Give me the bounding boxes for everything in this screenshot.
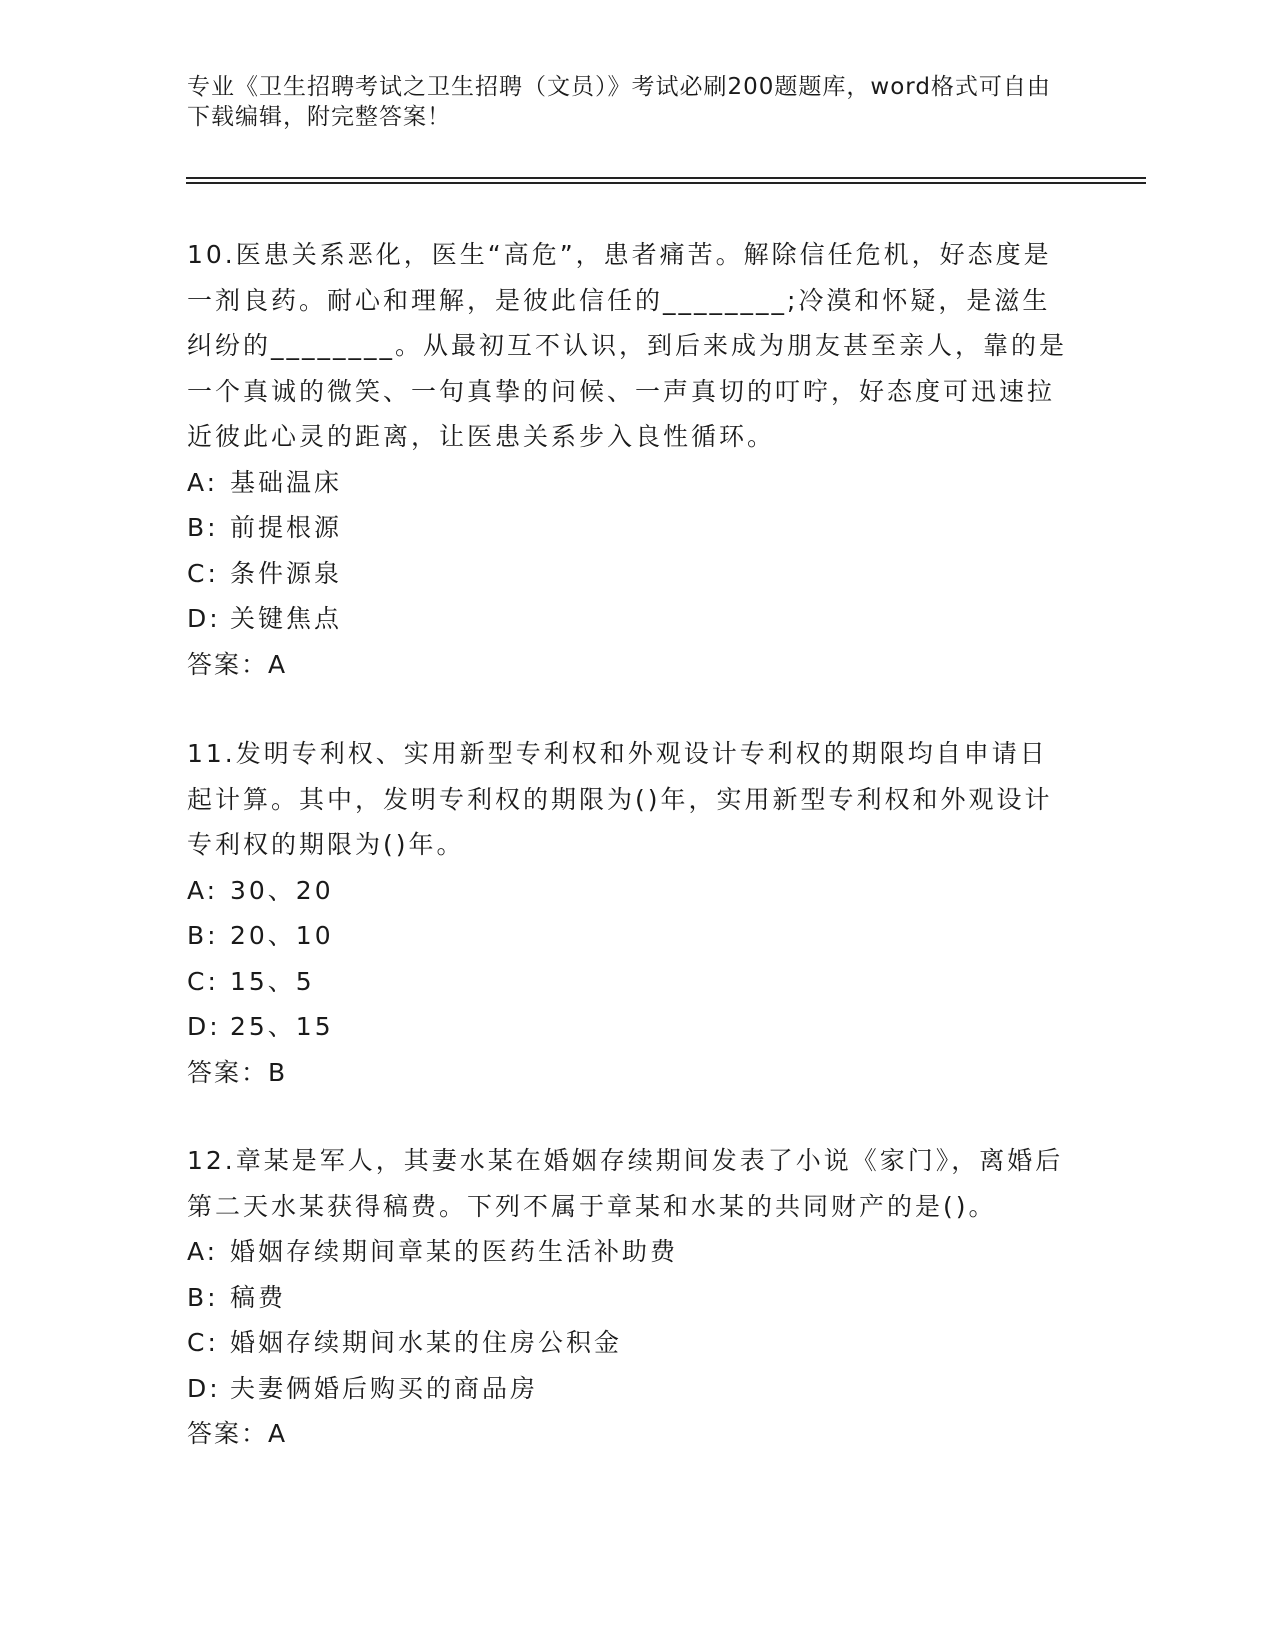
option-text: 婚姻存续期间水某的住房公积金 bbox=[230, 1328, 623, 1357]
option-text: 25、15 bbox=[230, 1012, 334, 1041]
option-text: 15、5 bbox=[230, 966, 315, 996]
option-text: 关键焦点 bbox=[230, 604, 343, 633]
option-text: 稿费 bbox=[230, 1282, 287, 1312]
option-key: B: bbox=[187, 921, 219, 950]
option-b bbox=[187, 913, 1067, 959]
answer-line: 答案：B bbox=[187, 1057, 288, 1087]
answer-line: 答案：A bbox=[187, 1419, 288, 1448]
option-b bbox=[187, 1275, 1067, 1321]
answer-line: 答案：A bbox=[187, 649, 288, 679]
option-b bbox=[187, 505, 1067, 551]
option-a bbox=[187, 868, 1067, 914]
option-key: D: bbox=[187, 1012, 221, 1041]
question-10 bbox=[187, 232, 1067, 687]
option-key: A: bbox=[187, 1237, 219, 1266]
option-text: 前提根源 bbox=[230, 513, 343, 542]
option-text: 30、20 bbox=[230, 875, 334, 905]
option-c bbox=[187, 551, 1067, 597]
option-text: 20、10 bbox=[230, 921, 334, 950]
option-c bbox=[187, 959, 1067, 1005]
option-a bbox=[187, 1229, 1067, 1275]
question-11 bbox=[187, 731, 1067, 1095]
option-a bbox=[187, 460, 1067, 506]
option-d bbox=[187, 596, 1067, 642]
option-key: A: bbox=[187, 467, 219, 497]
question-stem: 12.章某是军人，其妻水某在婚姻存续期间发表了小说《家门》，离婚后第二天水某获得稿费。下列不属于章某和水某的共同财产的是()。 bbox=[187, 1146, 1064, 1221]
option-key: D: bbox=[187, 604, 221, 633]
option-text: 夫妻俩婚后购买的商品房 bbox=[230, 1373, 539, 1403]
option-text: 婚姻存续期间章某的医药生活补助费 bbox=[230, 1237, 679, 1266]
option-key: C: bbox=[187, 558, 219, 588]
option-d bbox=[187, 1366, 1067, 1412]
header-divider-top bbox=[186, 177, 1146, 179]
option-d bbox=[187, 1004, 1067, 1050]
option-c bbox=[187, 1320, 1067, 1366]
option-text: 基础温床 bbox=[230, 467, 343, 497]
header-divider-bottom bbox=[186, 182, 1146, 184]
option-key: D: bbox=[187, 1373, 221, 1403]
option-key: A: bbox=[187, 875, 219, 905]
option-key: C: bbox=[187, 966, 219, 996]
document-header: 专业《卫生招聘考试之卫生招聘（文员）》考试必刷200题题库，word格式可自由下载编辑，附完整答案！ bbox=[187, 74, 1051, 130]
question-stem: 10.医患关系恶化，医生“高危”，患者痛苦。解除信任危机，好态度是一剂良药。耐心和理解，是彼此信任的________;冷漠和怀疑，是滋生纠纷的________。从最初互不认识，到后来成为朋友甚至亲人，靠的是一个真诚的微笑、一句真挚的问候、一声真切的叮咛，好态度可迅速拉近彼此心灵的距离，让医患关系步入良性循环。 bbox=[187, 240, 1068, 451]
option-text: 条件源泉 bbox=[230, 558, 343, 588]
option-key: B: bbox=[187, 513, 219, 542]
question-12 bbox=[187, 1138, 1067, 1457]
question-stem: 11.发明专利权、实用新型专利权和外观设计专利权的期限均自申请日起计算。其中，发明专利权的期限为()年，实用新型专利权和外观设计专利权的期限为()年。 bbox=[187, 739, 1053, 859]
option-key: C: bbox=[187, 1328, 219, 1357]
option-key: B: bbox=[187, 1282, 219, 1312]
